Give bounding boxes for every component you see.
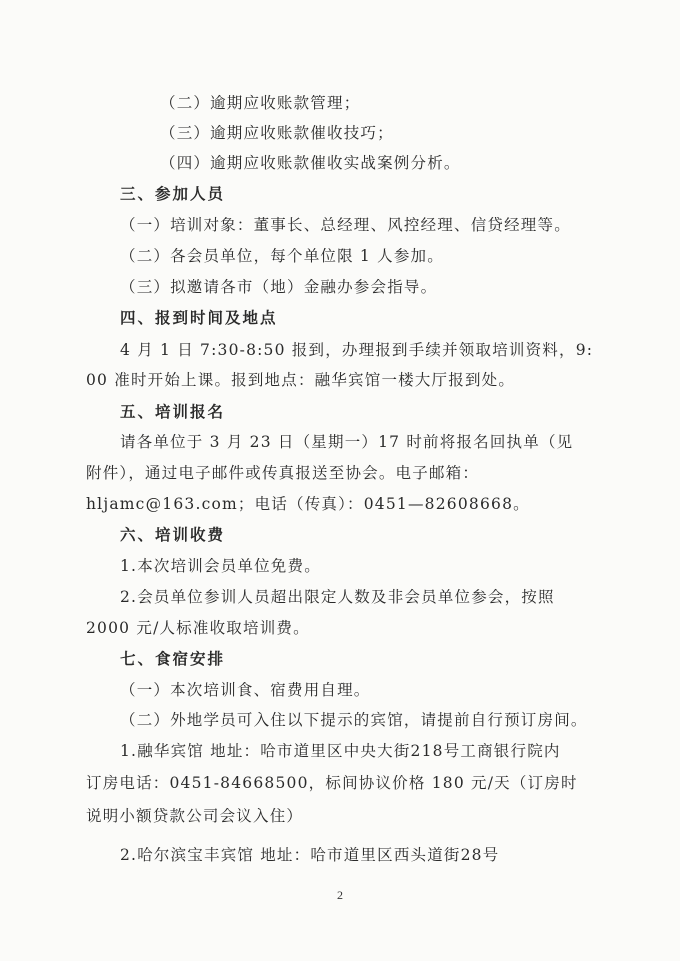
text-line: （三）拟邀请各市（地）金融办参会指导。 [120,278,438,296]
page-number: 2 [337,888,343,902]
section-heading: 六、培训收费 [120,525,226,544]
text-line: 订房电话：0451-84668500，标间协议价格 180 元/天（订房时 [86,774,578,792]
text-line: （一）培训对象：董事长、总经理、风控经理、信贷经理等。 [120,216,571,234]
text-line: 2000 元/人标准收取培训费。 [86,619,310,637]
section-heading: 三、参加人员 [120,184,226,203]
text-line: （一）本次培训食、宿费用自理。 [120,681,371,699]
text-line: 1.本次培训会员单位免费。 [120,557,321,575]
text-line: 2.会员单位参训人员超出限定人数及非会员单位参会，按照 [120,588,555,606]
text-line: 2.哈尔滨宝丰宾馆 地址：哈市道里区西头道街28号 [120,846,500,864]
text-line: （四）逾期应收账款催收实战案例分析。 [160,154,461,172]
text-line: 说明小额贷款公司会议入住） [86,807,304,825]
section-heading: 七、食宿安排 [120,649,226,668]
section-heading: 四、报到时间及地点 [120,308,278,327]
text-line: 1.融华宾馆 地址：哈市道里区中央大街218号工商银行院内 [120,742,561,760]
text-line: （三）逾期应收账款催收技巧； [160,124,394,142]
text-line: 00 准时开始上课。报到地点：融华宾馆一楼大厅报到处。 [86,371,516,389]
text-line: （二）各会员单位，每个单位限 1 人参加。 [120,247,444,265]
text-line: 附件），通过电子邮件或传真报送至协会。电子邮箱： [86,464,480,482]
text-line: （二）逾期应收账款管理； [160,94,361,112]
text-line: （二）外地学员可入住以下提示的宾馆，请提前自行预订房间。 [120,711,588,729]
text-line: hljamc@163.com；电话（传真）：0451—82608668。 [86,495,530,513]
text-line: 4 月 1 日 7:30-8:50 报到，办理报到手续并领取培训资料，9: [120,341,594,359]
text-line: 请各单位于 3 月 23 日（星期一）17 时前将报名回执单（见 [120,433,574,451]
section-heading: 五、培训报名 [120,402,226,421]
